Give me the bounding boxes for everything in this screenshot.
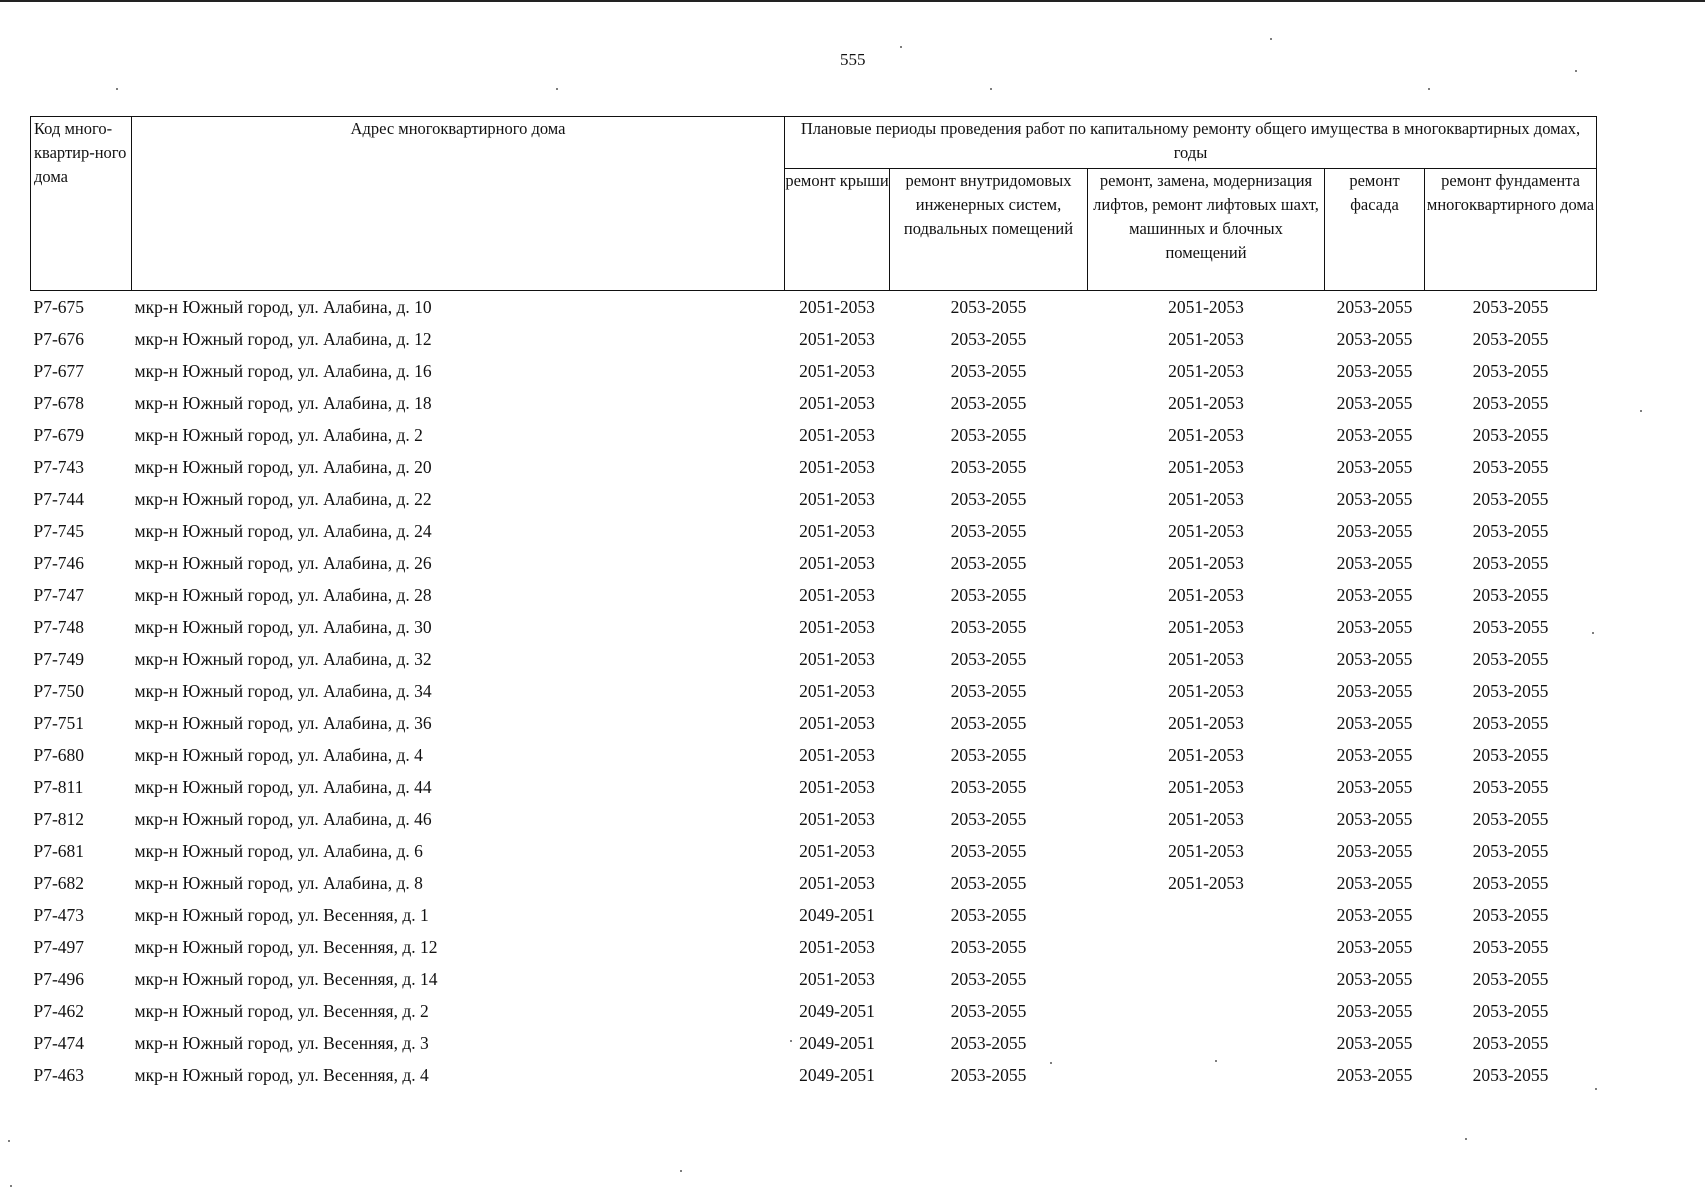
scan-speck <box>790 1040 792 1042</box>
house-code-cell: Р7-811 <box>33 777 84 797</box>
address-cell: мкр-н Южный город, ул. Алабина, д. 26 <box>134 553 432 573</box>
foundation-period-cell: 2053-2055 <box>1472 425 1549 445</box>
elevators-period-cell: 2051-2053 <box>1168 745 1244 765</box>
engineering-period-cell: 2053-2055 <box>950 1001 1027 1021</box>
table-row <box>31 515 1597 547</box>
foundation-period-cell: 2053-2055 <box>1472 745 1549 765</box>
foundation-period-cell: 2053-2055 <box>1472 649 1549 669</box>
house-code-cell: Р7-750 <box>33 681 85 701</box>
address-cell: мкр-н Южный город, ул. Алабина, д. 34 <box>134 681 432 701</box>
foundation-period-cell: 2053-2055 <box>1472 553 1549 573</box>
scan-speck <box>8 1140 10 1142</box>
scan-speck <box>900 46 902 48</box>
engineering-period-cell: 2053-2055 <box>950 905 1027 925</box>
house-code-cell: Р7-744 <box>33 489 85 509</box>
foundation-period-cell: 2053-2055 <box>1472 1033 1549 1053</box>
house-code-cell: Р7-747 <box>33 585 85 605</box>
capital-repair-table <box>30 116 1597 1091</box>
foundation-period-cell: 2053-2055 <box>1472 1065 1549 1085</box>
table-row <box>31 547 1597 579</box>
table-row <box>31 355 1597 387</box>
facade-period-cell: 2053-2055 <box>1336 905 1413 925</box>
scan-speck <box>116 88 118 90</box>
roof-period-cell: 2049-2051 <box>799 1033 875 1053</box>
facade-period-cell: 2053-2055 <box>1336 585 1413 605</box>
foundation-period-cell: 2053-2055 <box>1472 457 1549 477</box>
address-cell: мкр-н Южный город, ул. Алабина, д. 6 <box>134 841 423 861</box>
elevators-period-cell: 2051-2053 <box>1168 617 1244 637</box>
house-code-cell: Р7-678 <box>33 393 85 413</box>
scan-speck <box>1640 410 1642 412</box>
address-cell: мкр-н Южный город, ул. Алабина, д. 10 <box>134 297 432 317</box>
roof-period-cell: 2051-2053 <box>799 617 875 637</box>
address-cell: мкр-н Южный город, ул. Весенняя, д. 2 <box>134 1001 429 1021</box>
facade-period-cell: 2053-2055 <box>1336 329 1413 349</box>
engineering-period-cell: 2053-2055 <box>950 777 1027 797</box>
elevators-period-cell <box>1088 899 1325 931</box>
foundation-period-cell: 2053-2055 <box>1472 1001 1549 1021</box>
engineering-period-cell: 2053-2055 <box>950 681 1027 701</box>
facade-period-cell: 2053-2055 <box>1336 617 1413 637</box>
address-cell: мкр-н Южный город, ул. Алабина, д. 16 <box>134 361 432 381</box>
house-code-cell: Р7-751 <box>33 713 85 733</box>
facade-period-cell: 2053-2055 <box>1336 393 1413 413</box>
house-code-cell: Р7-749 <box>33 649 85 669</box>
roof-period-cell: 2051-2053 <box>799 361 875 381</box>
address-cell: мкр-н Южный город, ул. Алабина, д. 20 <box>134 457 432 477</box>
house-code-cell: Р7-675 <box>33 297 85 317</box>
roof-period-cell: 2051-2053 <box>799 329 875 349</box>
table-row <box>31 611 1597 643</box>
house-code-cell: Р7-745 <box>33 521 85 541</box>
engineering-period-cell: 2053-2055 <box>950 489 1027 509</box>
elevators-period-cell: 2051-2053 <box>1168 649 1244 669</box>
address-cell: мкр-н Южный город, ул. Алабина, д. 46 <box>134 809 432 829</box>
house-code-cell: Р7-677 <box>33 361 85 381</box>
facade-period-cell: 2053-2055 <box>1336 841 1413 861</box>
house-code-cell: Р7-681 <box>33 841 85 861</box>
table-row <box>31 931 1597 963</box>
scan-speck <box>990 88 992 90</box>
foundation-period-cell: 2053-2055 <box>1472 393 1549 413</box>
scan-speck <box>1428 88 1430 90</box>
house-code-cell: Р7-682 <box>33 873 85 893</box>
address-cell: мкр-н Южный город, ул. Алабина, д. 22 <box>134 489 432 509</box>
facade-period-cell: 2053-2055 <box>1336 969 1413 989</box>
house-code-cell: Р7-680 <box>33 745 85 765</box>
table-row <box>31 1027 1597 1059</box>
engineering-period-cell: 2053-2055 <box>950 937 1027 957</box>
roof-period-cell: 2051-2053 <box>799 393 875 413</box>
facade-period-cell: 2053-2055 <box>1336 1033 1413 1053</box>
foundation-period-cell: 2053-2055 <box>1472 681 1549 701</box>
house-code-cell: Р7-463 <box>33 1065 85 1085</box>
facade-period-cell: 2053-2055 <box>1336 297 1413 317</box>
header-elevators: ремонт, замена, модернизация лифтов, ремонт лифтовых шахт, машинных и блочных помещений <box>1088 169 1325 291</box>
engineering-period-cell: 2053-2055 <box>950 1065 1027 1085</box>
scan-speck <box>1465 1138 1467 1140</box>
engineering-period-cell: 2053-2055 <box>950 1033 1027 1053</box>
table-row <box>31 739 1597 771</box>
table-row <box>31 803 1597 835</box>
roof-period-cell: 2051-2053 <box>799 873 875 893</box>
engineering-period-cell: 2053-2055 <box>950 841 1027 861</box>
facade-period-cell: 2053-2055 <box>1336 937 1413 957</box>
scan-speck <box>10 1185 12 1187</box>
scan-speck <box>556 88 558 90</box>
elevators-period-cell: 2051-2053 <box>1168 393 1244 413</box>
address-cell: мкр-н Южный город, ул. Алабина, д. 28 <box>134 585 432 605</box>
house-code-cell: Р7-748 <box>33 617 85 637</box>
facade-period-cell: 2053-2055 <box>1336 713 1413 733</box>
roof-period-cell: 2051-2053 <box>799 553 875 573</box>
address-cell: мкр-н Южный город, ул. Алабина, д. 32 <box>134 649 432 669</box>
facade-period-cell: 2053-2055 <box>1336 361 1413 381</box>
table-row <box>31 771 1597 803</box>
engineering-period-cell: 2053-2055 <box>950 297 1027 317</box>
house-code-cell: Р7-496 <box>33 969 85 989</box>
table-row <box>31 323 1597 355</box>
engineering-period-cell: 2053-2055 <box>950 969 1027 989</box>
table-row <box>31 867 1597 899</box>
facade-period-cell: 2053-2055 <box>1336 873 1413 893</box>
engineering-period-cell: 2053-2055 <box>950 649 1027 669</box>
engineering-period-cell: 2053-2055 <box>950 329 1027 349</box>
elevators-period-cell: 2051-2053 <box>1168 553 1244 573</box>
roof-period-cell: 2049-2051 <box>799 1065 875 1085</box>
facade-period-cell: 2053-2055 <box>1336 777 1413 797</box>
foundation-period-cell: 2053-2055 <box>1472 297 1549 317</box>
header-code: Код много-квартир-ного дома <box>31 117 132 291</box>
house-code-cell: Р7-462 <box>33 1001 85 1021</box>
address-cell: мкр-н Южный город, ул. Алабина, д. 30 <box>134 617 432 637</box>
elevators-period-cell <box>1088 1027 1325 1059</box>
scan-speck <box>1270 38 1272 40</box>
facade-period-cell: 2053-2055 <box>1336 1065 1413 1085</box>
house-code-cell: Р7-812 <box>33 809 85 829</box>
table-row <box>31 643 1597 675</box>
scan-speck <box>1575 70 1577 72</box>
facade-period-cell: 2053-2055 <box>1336 521 1413 541</box>
roof-period-cell: 2051-2053 <box>799 425 875 445</box>
foundation-period-cell: 2053-2055 <box>1472 777 1549 797</box>
engineering-period-cell: 2053-2055 <box>950 873 1027 893</box>
roof-period-cell: 2051-2053 <box>799 777 875 797</box>
elevators-period-cell <box>1088 963 1325 995</box>
address-cell: мкр-н Южный город, ул. Алабина, д. 24 <box>134 521 432 541</box>
scan-speck <box>1592 632 1594 634</box>
table-row <box>31 675 1597 707</box>
address-cell: мкр-н Южный город, ул. Алабина, д. 44 <box>134 777 432 797</box>
foundation-period-cell: 2053-2055 <box>1472 585 1549 605</box>
engineering-period-cell: 2053-2055 <box>950 809 1027 829</box>
foundation-period-cell: 2053-2055 <box>1472 521 1549 541</box>
roof-period-cell: 2051-2053 <box>799 713 875 733</box>
table-row <box>31 995 1597 1027</box>
elevators-period-cell: 2051-2053 <box>1168 425 1244 445</box>
header-engineering: ремонт внутридомовых инженерных систем, подвальных помещений <box>890 169 1088 291</box>
elevators-period-cell: 2051-2053 <box>1168 841 1244 861</box>
address-cell: мкр-н Южный город, ул. Весенняя, д. 4 <box>134 1065 429 1085</box>
header-periods: Плановые периоды проведения работ по капитальному ремонту общего имущества в многоквартирных домах, годы <box>785 117 1597 169</box>
table-row <box>31 1059 1597 1091</box>
elevators-period-cell: 2051-2053 <box>1168 361 1244 381</box>
foundation-period-cell: 2053-2055 <box>1472 713 1549 733</box>
roof-period-cell: 2049-2051 <box>799 905 875 925</box>
house-code-cell: Р7-676 <box>33 329 85 349</box>
foundation-period-cell: 2053-2055 <box>1472 841 1549 861</box>
table-row <box>31 963 1597 995</box>
address-cell: мкр-н Южный город, ул. Весенняя, д. 14 <box>134 969 438 989</box>
address-cell: мкр-н Южный город, ул. Алабина, д. 36 <box>134 713 432 733</box>
table-row <box>31 899 1597 931</box>
page-number: 555 <box>840 50 866 69</box>
roof-period-cell: 2051-2053 <box>799 681 875 701</box>
elevators-period-cell: 2051-2053 <box>1168 521 1244 541</box>
house-code-cell: Р7-743 <box>33 457 85 477</box>
scan-speck <box>680 1170 682 1172</box>
engineering-period-cell: 2053-2055 <box>950 585 1027 605</box>
scan-speck <box>1050 1062 1052 1064</box>
engineering-period-cell: 2053-2055 <box>950 361 1027 381</box>
roof-period-cell: 2051-2053 <box>799 489 875 509</box>
foundation-period-cell: 2053-2055 <box>1472 969 1549 989</box>
address-cell: мкр-н Южный город, ул. Весенняя, д. 3 <box>134 1033 429 1053</box>
header-foundation: ремонт фундамента многоквартирного дома <box>1425 169 1597 291</box>
facade-period-cell: 2053-2055 <box>1336 649 1413 669</box>
foundation-period-cell: 2053-2055 <box>1472 329 1549 349</box>
header-address: Адрес многоквартирного дома <box>132 117 785 291</box>
facade-period-cell: 2053-2055 <box>1336 553 1413 573</box>
table-row <box>31 835 1597 867</box>
table-row <box>31 707 1597 739</box>
elevators-period-cell: 2051-2053 <box>1168 777 1244 797</box>
elevators-period-cell: 2051-2053 <box>1168 329 1244 349</box>
facade-period-cell: 2053-2055 <box>1336 745 1413 765</box>
foundation-period-cell: 2053-2055 <box>1472 617 1549 637</box>
engineering-period-cell: 2053-2055 <box>950 457 1027 477</box>
elevators-period-cell <box>1088 995 1325 1027</box>
engineering-period-cell: 2053-2055 <box>950 617 1027 637</box>
roof-period-cell: 2051-2053 <box>799 841 875 861</box>
header-facade: ремонт фасада <box>1325 169 1425 291</box>
address-cell: мкр-н Южный город, ул. Весенняя, д. 1 <box>134 905 429 925</box>
top-border-line <box>0 0 1705 2</box>
facade-period-cell: 2053-2055 <box>1336 681 1413 701</box>
elevators-period-cell: 2051-2053 <box>1168 809 1244 829</box>
table-row <box>31 291 1597 324</box>
address-cell: мкр-н Южный город, ул. Алабина, д. 8 <box>134 873 423 893</box>
elevators-period-cell: 2051-2053 <box>1168 489 1244 509</box>
engineering-period-cell: 2053-2055 <box>950 745 1027 765</box>
roof-period-cell: 2051-2053 <box>799 745 875 765</box>
elevators-period-cell: 2051-2053 <box>1168 297 1244 317</box>
facade-period-cell: 2053-2055 <box>1336 1001 1413 1021</box>
scan-speck <box>1215 1060 1217 1062</box>
address-cell: мкр-н Южный город, ул. Алабина, д. 2 <box>134 425 423 445</box>
table-row <box>31 451 1597 483</box>
elevators-period-cell: 2051-2053 <box>1168 713 1244 733</box>
foundation-period-cell: 2053-2055 <box>1472 937 1549 957</box>
house-code-cell: Р7-473 <box>33 905 85 925</box>
roof-period-cell: 2051-2053 <box>799 521 875 541</box>
roof-period-cell: 2051-2053 <box>799 649 875 669</box>
elevators-period-cell <box>1088 931 1325 963</box>
header-roof: ремонт крыши <box>785 169 890 291</box>
address-cell: мкр-н Южный город, ул. Алабина, д. 4 <box>134 745 423 765</box>
elevators-period-cell: 2051-2053 <box>1168 681 1244 701</box>
table-row <box>31 579 1597 611</box>
foundation-period-cell: 2053-2055 <box>1472 809 1549 829</box>
roof-period-cell: 2051-2053 <box>799 969 875 989</box>
elevators-period-cell: 2051-2053 <box>1168 457 1244 477</box>
house-code-cell: Р7-474 <box>33 1033 85 1053</box>
table-row <box>31 387 1597 419</box>
house-code-cell: Р7-746 <box>33 553 85 573</box>
roof-period-cell: 2051-2053 <box>799 809 875 829</box>
roof-period-cell: 2051-2053 <box>799 297 875 317</box>
roof-period-cell: 2051-2053 <box>799 457 875 477</box>
address-cell: мкр-н Южный город, ул. Весенняя, д. 12 <box>134 937 438 957</box>
foundation-period-cell: 2053-2055 <box>1472 489 1549 509</box>
house-code-cell: Р7-679 <box>33 425 85 445</box>
facade-period-cell: 2053-2055 <box>1336 809 1413 829</box>
engineering-period-cell: 2053-2055 <box>950 393 1027 413</box>
house-code-cell: Р7-497 <box>33 937 85 957</box>
table-row <box>31 483 1597 515</box>
scan-speck <box>1595 1088 1597 1090</box>
address-cell: мкр-н Южный город, ул. Алабина, д. 12 <box>134 329 432 349</box>
facade-period-cell: 2053-2055 <box>1336 425 1413 445</box>
table-row <box>31 419 1597 451</box>
foundation-period-cell: 2053-2055 <box>1472 905 1549 925</box>
elevators-period-cell <box>1088 1059 1325 1091</box>
facade-period-cell: 2053-2055 <box>1336 489 1413 509</box>
address-cell: мкр-н Южный город, ул. Алабина, д. 18 <box>134 393 432 413</box>
foundation-period-cell: 2053-2055 <box>1472 873 1549 893</box>
engineering-period-cell: 2053-2055 <box>950 553 1027 573</box>
roof-period-cell: 2051-2053 <box>799 937 875 957</box>
elevators-period-cell: 2051-2053 <box>1168 585 1244 605</box>
engineering-period-cell: 2053-2055 <box>950 521 1027 541</box>
roof-period-cell: 2049-2051 <box>799 1001 875 1021</box>
roof-period-cell: 2051-2053 <box>799 585 875 605</box>
facade-period-cell: 2053-2055 <box>1336 457 1413 477</box>
engineering-period-cell: 2053-2055 <box>950 425 1027 445</box>
elevators-period-cell: 2051-2053 <box>1168 873 1244 893</box>
engineering-period-cell: 2053-2055 <box>950 713 1027 733</box>
foundation-period-cell: 2053-2055 <box>1472 361 1549 381</box>
